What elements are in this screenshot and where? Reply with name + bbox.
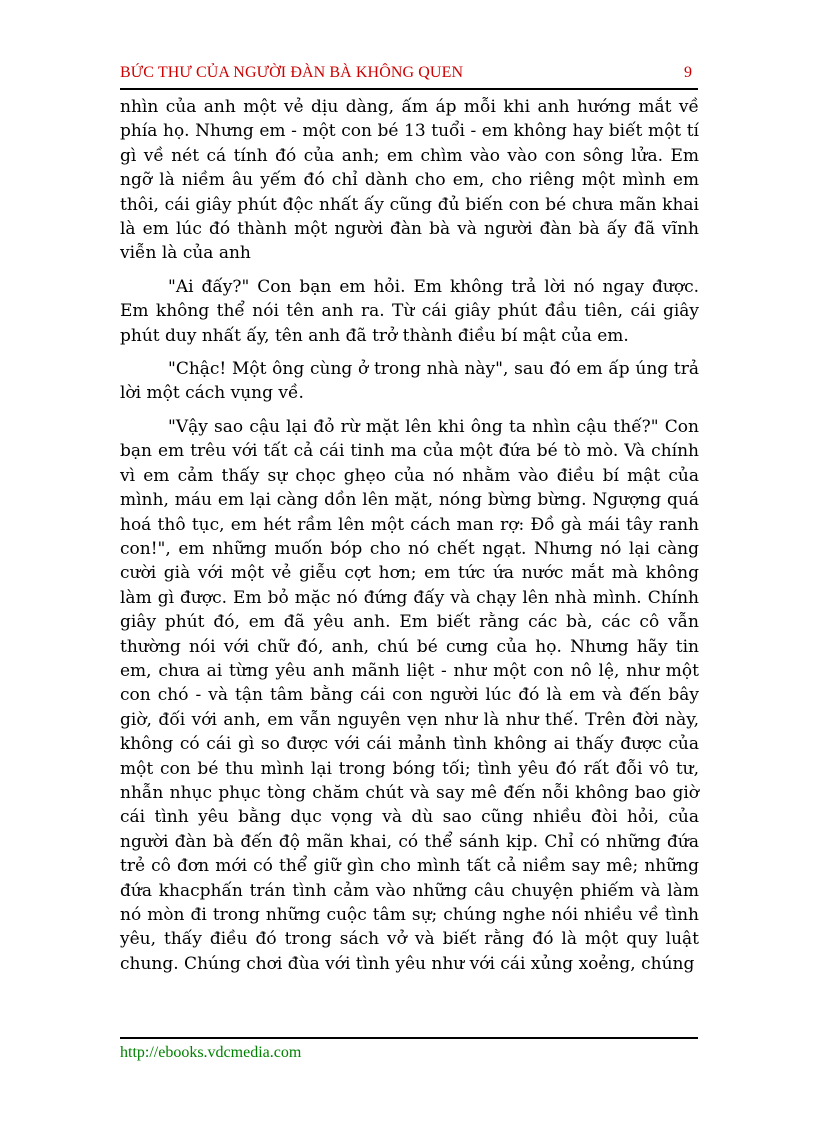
footer-link[interactable]: http://ebooks.vdcmedia.com: [120, 1044, 302, 1061]
paragraph: "Ai đấy?" Con bạn em hỏi. Em không trả lời nó ngay được. Em không thể nói tên anh ra. Từ cái giây phút đầu tiên, cái giây phút duy nhất ấy, tên anh đã trở thành điều bí mật của em.: [120, 276, 699, 346]
page-number: 9: [684, 64, 692, 81]
book-title: BỨC THƯ CỦA NGƯỜI ĐÀN BÀ KHÔNG QUEN: [120, 64, 464, 81]
body-text: [120, 95, 699, 985]
paragraph: "Vậy sao cậu lại đỏ rừ mặt lên khi ông ta nhìn cậu thế?" Con bạn em trêu với tất cả cái tinh ma của một đứa bé tò mò. Và chính vì em cảm thấy sự chọc ghẹo của nó nhằm vào điều bí mật của mình, máu em lại càng dồn lên mặt, nóng bừng bừng. Ngượng quá hoá thô tục, em hét rầm lên một cách man rợ: Đồ gà mái tây ranh con!", em những muốn bóp cho nó chết ngạt. Nhưng nó lại càng cười già với một vẻ giễu cợt hơn; em tức ứa nước mắt mà không làm gì được. Em bỏ mặc nó đứng đấy và chạy lên nhà mình. Chính giây phút đó, em đã yêu anh. Em biết rằng các bà, các cô vẫn thường nói với chữ đó, anh, chú bé cưng của họ. Nhưng hãy tin em, chưa ai từng yêu anh mãnh liệt - như một con nô lệ, như một con chó - và tận tâm bằng cái con người lúc đó là em và đến bây giờ, đối với anh, em vẫn nguyên vẹn như là như thế. Trên đời này, không có cái gì so được với cái mảnh tình không ai thấy được của một con bé thu mình lại trong bóng tối; tình yêu đó rất đỗi vô tư, nhẫn nhục phục tòng chăm chút và say mê đến nỗi không bao giờ cái tình yêu bằng dục vọng và dù sao cũng nhiều đòi hỏi, của người đàn bà đến độ mãn khai, có thể sánh kịp. Chỉ có những đứa trẻ cô đơn mới có thể giữ gìn cho mình tất cả niềm say mê; những đứa khacphấn trán tình cảm vào những câu chuyện phiếm và làm nó mòn đi trong những cuộc tâm sự; chúng nghe nói nhiều về tình yêu, thấy điều đó trong sách vở và biết rằng đó là một quy luật chung. Chúng chơi đùa với tình yêu như với cái xủng xoẻng, chúng: [120, 416, 699, 974]
footer-divider: [120, 1037, 698, 1039]
paragraph: "Chậc! Một ông cùng ở trong nhà này", sau đó em ấp úng trả lời một cách vụng về.: [120, 359, 699, 404]
header-divider: [120, 88, 698, 90]
page-header: [120, 64, 698, 90]
paragraph-continuation: nhìn của anh một vẻ dịu dàng, ấm áp mỗi khi anh hướng mắt về phía họ. Nhưng em - một con bé 13 tuổi - em không hay biết một tí gì về nét cá tính đó của anh; em chìm vào vào con sông lửa. Em ngỡ là niềm âu yếm đó chỉ dành cho em, cho riêng một mình em thôi, cái giây phút độc nhất ấy cũng đủ biến con bé chưa mãn khai là em lúc đó thành một người đàn bà và người đàn bà ấy đã vĩnh viễn là của anh: [120, 97, 699, 264]
